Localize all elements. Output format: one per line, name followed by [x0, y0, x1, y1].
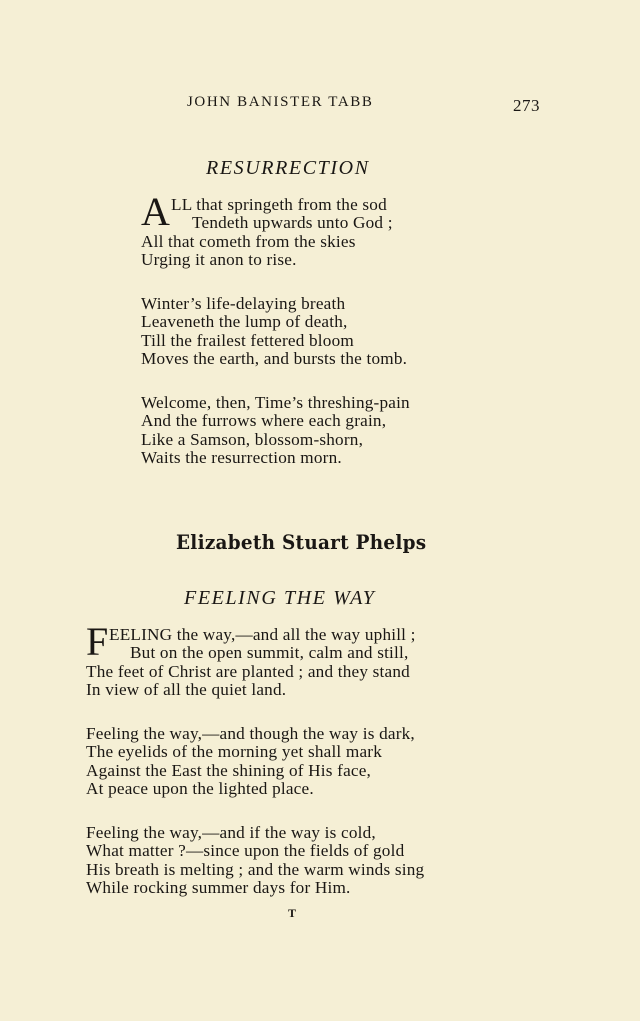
poem1-stanza-2 — [141, 295, 407, 369]
poem2-stanza-1 — [86, 619, 416, 700]
poem-line: What matter ?—since upon the fields of gold — [86, 841, 405, 861]
poem-line: His breath is melting ; and the warm winds sing — [86, 859, 425, 879]
poem-line: And the furrows where each grain, — [141, 411, 387, 431]
poem-line: While rocking summer days for Him. — [86, 878, 351, 898]
author-heading: Elizabeth Stuart Phelps — [176, 530, 427, 554]
page-number: 273 — [513, 96, 540, 115]
poem-line: Against the East the shining of His face, — [86, 760, 372, 780]
dropcap: F — [86, 619, 109, 664]
poem-line: LL that springeth from the sod — [171, 195, 387, 214]
poem-line: Winter’s life-delaying breath — [141, 294, 346, 313]
poem-line: Feeling the way,—and if the way is cold, — [86, 823, 376, 842]
poem-line: Urging it anon to rise. — [141, 250, 297, 270]
running-head: JOHN BANISTER TABB — [187, 94, 374, 110]
signature-mark: T — [288, 906, 297, 920]
poem1-stanza-3 — [141, 394, 410, 468]
poem-line: But on the open summit, calm and still, — [130, 643, 409, 663]
poem-line: Tendeth upwards unto God ; — [192, 213, 393, 233]
poem-line: All that cometh from the skies — [141, 231, 356, 251]
poem-line: The feet of Christ are planted ; and they stand — [86, 661, 410, 681]
poem-line: The eyelids of the morning yet shall mark — [86, 742, 383, 762]
poem-line: Welcome, then, Time’s threshing-pain — [141, 393, 410, 412]
poem-line: Till the frailest fettered bloom — [141, 330, 354, 350]
poem-line: Waits the resurrection morn. — [141, 448, 342, 468]
poem-line: EELING the way,—and all the way uphill ; — [109, 625, 416, 644]
poem-line: Feeling the way,—and though the way is dark, — [86, 724, 415, 743]
poem-line: Like a Samson, blossom-shorn, — [141, 429, 364, 449]
poem2-stanza-3 — [86, 824, 424, 898]
poem-title-resurrection: RESURRECTION — [206, 157, 370, 179]
poem-line: Leaveneth the lump of death, — [141, 312, 348, 332]
dropcap: A — [141, 189, 170, 234]
poem-line: Moves the earth, and bursts the tomb. — [141, 349, 408, 369]
poem1-stanza-1 — [141, 189, 393, 270]
poem-title-feeling-the-way: FEELING THE WAY — [184, 587, 376, 609]
poem2-stanza-2 — [86, 725, 415, 799]
poem-line: At peace upon the lighted place. — [86, 779, 314, 799]
poem-line: In view of all the quiet land. — [86, 680, 287, 700]
